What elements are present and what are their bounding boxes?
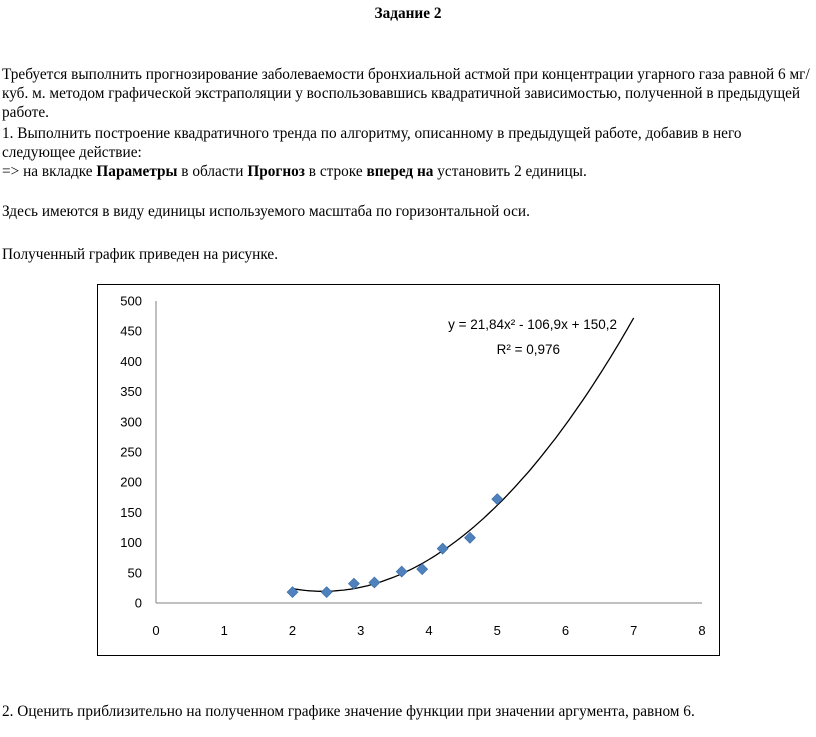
step2-paragraph: 2. Оценить приблизительно на полученном графике значение функции при значении аргумента, равном 6.	[2, 703, 695, 720]
y-tick-label: 400	[120, 353, 142, 369]
figure-caption: Полученный график приведен на рисунке.	[2, 246, 279, 263]
y-tick-label: 0	[134, 595, 142, 611]
note-paragraph: Здесь имеются в виду единицы используемого масштаба по горизонтальной оси.	[2, 203, 530, 220]
step1-mid2: в строке	[304, 163, 367, 180]
page-title: Задание 2	[374, 5, 442, 22]
step1-mid1: в области	[177, 163, 248, 180]
trendline-equation-label: y = 21,84x² - 106,9x + 150,2	[448, 317, 617, 332]
x-tick-label: 8	[698, 623, 706, 638]
y-tick-label: 150	[120, 504, 142, 520]
x-tick-label: 1	[220, 623, 228, 638]
y-tick-label: 350	[120, 384, 142, 400]
y-tick-label: 300	[120, 414, 142, 430]
step1-prefix: => на вкладке	[2, 163, 97, 180]
step1-tab: Параметры	[96, 163, 178, 180]
y-tick-label: 50	[127, 565, 142, 581]
trendline-r2-label: R² = 0,976	[496, 342, 560, 357]
scatter-chart	[98, 285, 721, 657]
y-tick-label: 100	[120, 535, 142, 551]
step1-area: Прогноз	[247, 163, 305, 180]
x-tick-label: 5	[493, 623, 501, 638]
x-tick-label: 4	[425, 623, 433, 638]
step1-row: вперед на	[366, 163, 434, 180]
data-point-marker	[492, 494, 503, 505]
step1-suffix: установить 2 единицы.	[433, 163, 587, 180]
x-tick-label: 0	[152, 623, 160, 638]
step1-paragraph	[2, 124, 814, 181]
data-point-marker	[369, 577, 380, 588]
y-tick-label: 250	[120, 444, 142, 460]
intro-paragraph: Требуется выполнить прогнозирование заболеваемости бронхиальной астмой при концентрации угарного газа равной 6 мг/куб. м. методом графической экстраполяции у воспользовавшись квадратичной зависимостью, полученной в предыдущей работе.	[2, 66, 810, 121]
x-tick-label: 2	[288, 623, 297, 638]
step1-text: 1. Выполнить построение квадратичного тренда по алгоритму, описанному в предыдущей работе, добавив в него следующее действие:	[2, 125, 742, 161]
x-tick-label: 3	[357, 623, 365, 638]
x-tick-label: 6	[561, 623, 570, 638]
trendline	[293, 318, 634, 591]
x-tick-label: 7	[630, 623, 638, 638]
y-tick-label: 450	[120, 323, 142, 339]
chart-frame	[97, 284, 720, 656]
y-tick-label: 200	[120, 474, 142, 490]
y-tick-label: 500	[120, 293, 142, 309]
data-point-marker	[287, 587, 298, 598]
data-point-marker	[321, 587, 332, 598]
